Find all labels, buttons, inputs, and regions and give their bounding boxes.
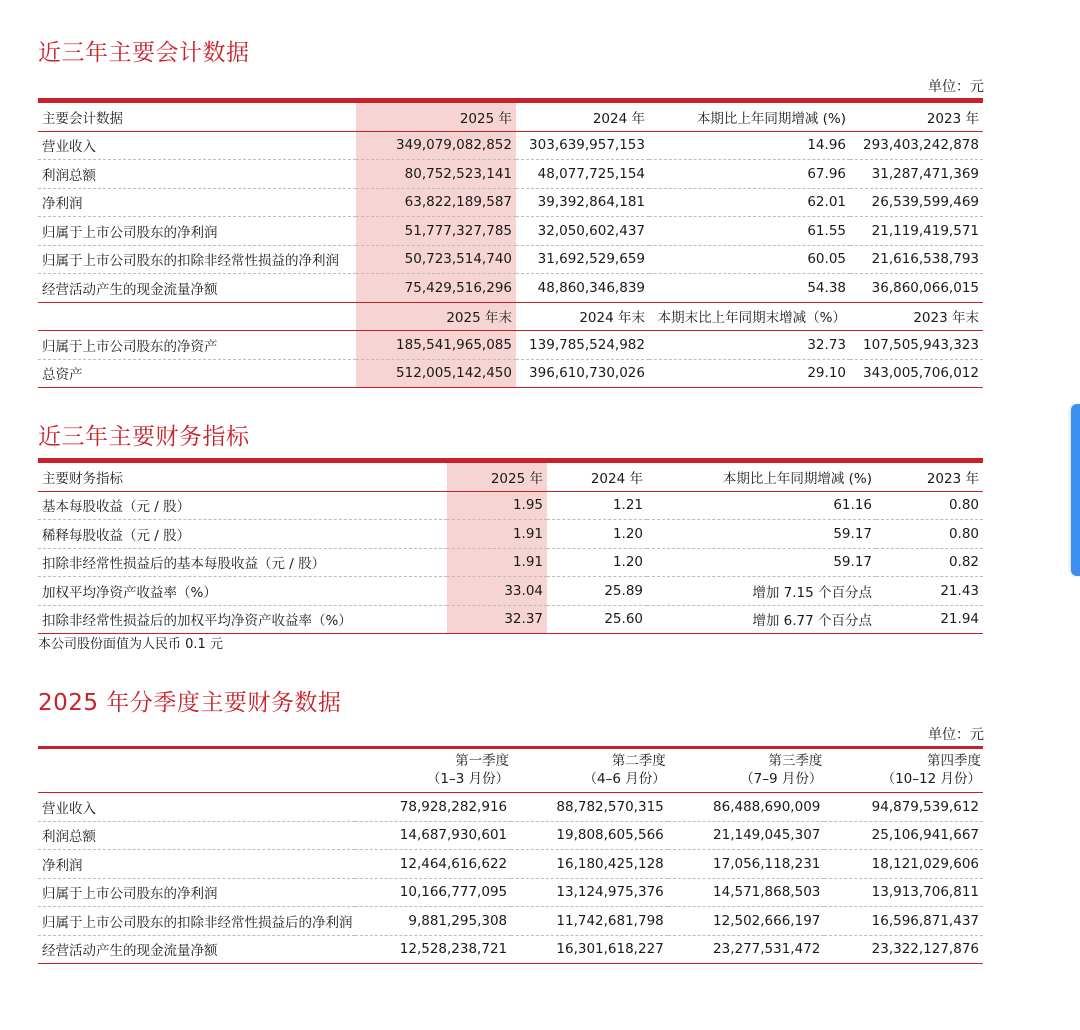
quarter-range: （1–3 月份） — [426, 771, 510, 787]
row-label: 利润总额 — [38, 160, 356, 189]
table-header-row — [38, 461, 983, 492]
table-row — [38, 274, 983, 303]
table-header-row — [38, 748, 983, 793]
table-cell: 21,119,419,571 — [850, 217, 983, 246]
quarter-header — [668, 748, 825, 793]
section-title-financial-indicators: 近三年主要财务指标 — [38, 424, 250, 450]
row-label: 加权平均净资产收益率（%） — [38, 577, 447, 606]
table-cell: 16,596,871,437 — [824, 907, 983, 936]
column-header — [38, 302, 356, 331]
table-cell: 1.91 — [447, 548, 547, 577]
quarter-name: 第二季度 — [611, 753, 666, 769]
table-cell: 139,785,524,982 — [516, 331, 649, 360]
table-cell: 17,056,118,231 — [668, 850, 825, 879]
row-label: 归属于上市公司股东的扣除非经常性损益后的净利润 — [38, 907, 355, 936]
table-row — [38, 188, 983, 217]
row-label: 归属于上市公司股东的净利润 — [38, 878, 355, 907]
scrollbar-handle[interactable] — [1071, 404, 1080, 576]
table-row — [38, 577, 983, 606]
row-label: 扣除非经常性损益后的基本每股收益（元 / 股） — [38, 548, 447, 577]
column-header: 2024 年末 — [516, 302, 649, 331]
table-cell: 14,571,868,503 — [668, 878, 825, 907]
quarter-header — [355, 748, 512, 793]
table-cell: 67.96 — [649, 160, 850, 189]
table-cell: 1.21 — [547, 491, 647, 520]
table-cell: 48,860,346,839 — [537, 279, 645, 296]
table-header-row — [38, 302, 983, 331]
table-cell: 12,528,238,721 — [399, 941, 508, 958]
table-cell: 21,616,538,793 — [850, 245, 983, 274]
table-row — [38, 935, 983, 964]
table-cell: 61.55 — [649, 217, 850, 246]
column-header: 主要财务指标 — [38, 461, 447, 492]
table-row — [38, 878, 983, 907]
table-cell: 21,149,045,307 — [668, 821, 825, 850]
table-cell: 512,005,142,450 — [356, 359, 516, 388]
table-cell: 48,077,725,154 — [516, 160, 649, 189]
table-cell: 25.89 — [547, 577, 647, 606]
column-header: 2025 年 — [356, 101, 516, 132]
table-row — [38, 821, 983, 850]
table-cell: 86,488,690,009 — [668, 793, 825, 822]
row-label: 扣除非经常性损益后的加权平均净资产收益率（%） — [42, 613, 352, 630]
column-header-empty — [38, 748, 355, 793]
table-cell: 1.91 — [447, 520, 547, 549]
table-cell: 19,808,605,566 — [511, 821, 668, 850]
quarter-name: 第三季度 — [768, 753, 823, 769]
table-cell: 23,277,531,472 — [713, 941, 821, 958]
financial-indicators-table — [38, 458, 983, 634]
table-cell: 32,050,602,437 — [516, 217, 649, 246]
table-row — [38, 217, 983, 246]
table-cell: 80,752,523,141 — [356, 160, 516, 189]
table-cell: 78,928,282,916 — [355, 793, 512, 822]
table-cell: 62.01 — [649, 188, 850, 217]
table-cell: 396,610,730,026 — [529, 365, 645, 382]
row-label: 归属于上市公司股东的扣除非经常性损益的净利润 — [38, 245, 356, 274]
table-cell: 59.17 — [647, 520, 876, 549]
column-header: 2024 年 — [547, 461, 647, 492]
table-cell: 293,403,242,878 — [850, 131, 983, 160]
table-row — [38, 359, 983, 388]
table-cell: 25,106,941,667 — [824, 821, 983, 850]
table-row — [38, 245, 983, 274]
row-label: 净利润 — [38, 850, 355, 879]
table-cell: 343,005,706,012 — [863, 365, 979, 382]
table-cell: 13,913,706,811 — [824, 878, 983, 907]
accounting-data-table — [38, 98, 983, 388]
row-label: 总资产 — [42, 367, 83, 384]
row-label: 营业收入 — [38, 131, 356, 160]
table-row — [38, 160, 983, 189]
table-cell: 32.73 — [649, 331, 850, 360]
table-cell: 16,180,425,128 — [511, 850, 668, 879]
quarter-header — [824, 748, 983, 793]
table-cell: 63,822,189,587 — [356, 188, 516, 217]
quarter-name: 第一季度 — [455, 753, 510, 769]
table-cell: 31,692,529,659 — [516, 245, 649, 274]
table-cell: 1.20 — [547, 548, 647, 577]
table-cell: 1.95 — [447, 491, 547, 520]
section-title-accounting-data: 近三年主要会计数据 — [38, 40, 250, 66]
table-cell: 31,287,471,369 — [850, 160, 983, 189]
quarter-range: （10–12 月份） — [881, 771, 981, 787]
table-cell: 185,541,965,085 — [356, 331, 516, 360]
table-row — [38, 548, 983, 577]
quarter-range: （7–9 月份） — [740, 771, 823, 787]
table-cell: 增加 6.77 个百分点 — [752, 613, 872, 630]
table-cell: 94,879,539,612 — [824, 793, 983, 822]
table-cell: 12,464,616,622 — [355, 850, 512, 879]
table-row — [38, 520, 983, 549]
table-cell: 21.94 — [940, 611, 979, 628]
column-header: 2024 年 — [516, 101, 649, 132]
section-title-quarterly-data: 2025 年分季度主要财务数据 — [38, 690, 342, 716]
row-label: 营业收入 — [38, 793, 355, 822]
table-cell: 36,860,066,015 — [871, 279, 979, 296]
table-row — [38, 793, 983, 822]
row-label: 净利润 — [38, 188, 356, 217]
row-label: 归属于上市公司股东的净利润 — [38, 217, 356, 246]
table-row — [38, 605, 983, 634]
table-cell: 107,505,943,323 — [850, 331, 983, 360]
table-cell: 0.80 — [876, 520, 983, 549]
table-cell: 14.96 — [649, 131, 850, 160]
quarter-range: （4–6 月份） — [583, 771, 666, 787]
quarter-name: 第四季度 — [927, 753, 981, 769]
table-cell: 88,782,570,315 — [511, 793, 668, 822]
table-cell: 32.37 — [447, 605, 547, 634]
table-cell: 12,502,666,197 — [668, 907, 825, 936]
table-cell: 303,639,957,153 — [516, 131, 649, 160]
table-cell: 39,392,864,181 — [516, 188, 649, 217]
table-row — [38, 131, 983, 160]
row-label: 稀释每股收益（元 / 股） — [38, 520, 447, 549]
table-cell: 13,124,975,376 — [511, 878, 668, 907]
column-header: 2023 年末 — [850, 302, 983, 331]
table-cell: 11,742,681,798 — [511, 907, 668, 936]
quarterly-data-table — [38, 746, 983, 964]
table-cell: 54.38 — [807, 279, 846, 296]
table-row — [38, 850, 983, 879]
table-cell: 9,881,295,308 — [355, 907, 512, 936]
row-label: 经营活动产生的现金流量净额 — [42, 943, 218, 960]
table-row — [38, 331, 983, 360]
row-label: 归属于上市公司股东的净资产 — [38, 331, 356, 360]
table-cell: 0.80 — [876, 491, 983, 520]
table-cell: 50,723,514,740 — [356, 245, 516, 274]
table-cell: 26,539,599,469 — [850, 188, 983, 217]
table-row — [38, 907, 983, 936]
table-cell: 349,079,082,852 — [356, 131, 516, 160]
table-cell: 增加 7.15 个百分点 — [647, 577, 876, 606]
table-cell: 75,429,516,296 — [356, 274, 516, 303]
row-label: 利润总额 — [38, 821, 355, 850]
table-cell: 51,777,327,785 — [356, 217, 516, 246]
table-cell: 60.05 — [649, 245, 850, 274]
table-cell: 25.60 — [604, 611, 643, 628]
footnote: 本公司股份面值为人民币 0.1 元 — [38, 637, 223, 652]
column-header: 2025 年末 — [356, 302, 516, 331]
unit-label: 单位：元 — [928, 79, 984, 95]
table-cell: 21.43 — [876, 577, 983, 606]
table-cell: 29.10 — [807, 365, 846, 382]
table-cell: 18,121,029,606 — [824, 850, 983, 879]
table-cell: 10,166,777,095 — [355, 878, 512, 907]
column-header: 主要会计数据 — [38, 101, 356, 132]
table-cell: 16,301,618,227 — [556, 941, 664, 958]
row-label: 经营活动产生的现金流量净额 — [42, 281, 218, 298]
quarter-header — [511, 748, 668, 793]
column-header: 2023 年 — [850, 101, 983, 132]
table-cell: 33.04 — [447, 577, 547, 606]
column-header: 2025 年 — [447, 461, 547, 492]
table-row — [38, 491, 983, 520]
table-cell: 59.17 — [647, 548, 876, 577]
row-label: 基本每股收益（元 / 股） — [38, 491, 447, 520]
table-cell: 1.20 — [547, 520, 647, 549]
column-header: 本期比上年同期增减 (%) — [649, 101, 850, 132]
table-header-row — [38, 101, 983, 132]
table-cell: 23,322,127,876 — [871, 941, 979, 958]
column-header: 本期比上年同期增减 (%) — [647, 461, 876, 492]
unit-label-quarterly: 单位：元 — [928, 727, 984, 743]
column-header: 本期末比上年同期末增减（%） — [649, 302, 850, 331]
table-cell: 0.82 — [876, 548, 983, 577]
column-header: 2023 年 — [876, 461, 983, 492]
table-cell: 61.16 — [647, 491, 876, 520]
table-cell: 14,687,930,601 — [355, 821, 512, 850]
